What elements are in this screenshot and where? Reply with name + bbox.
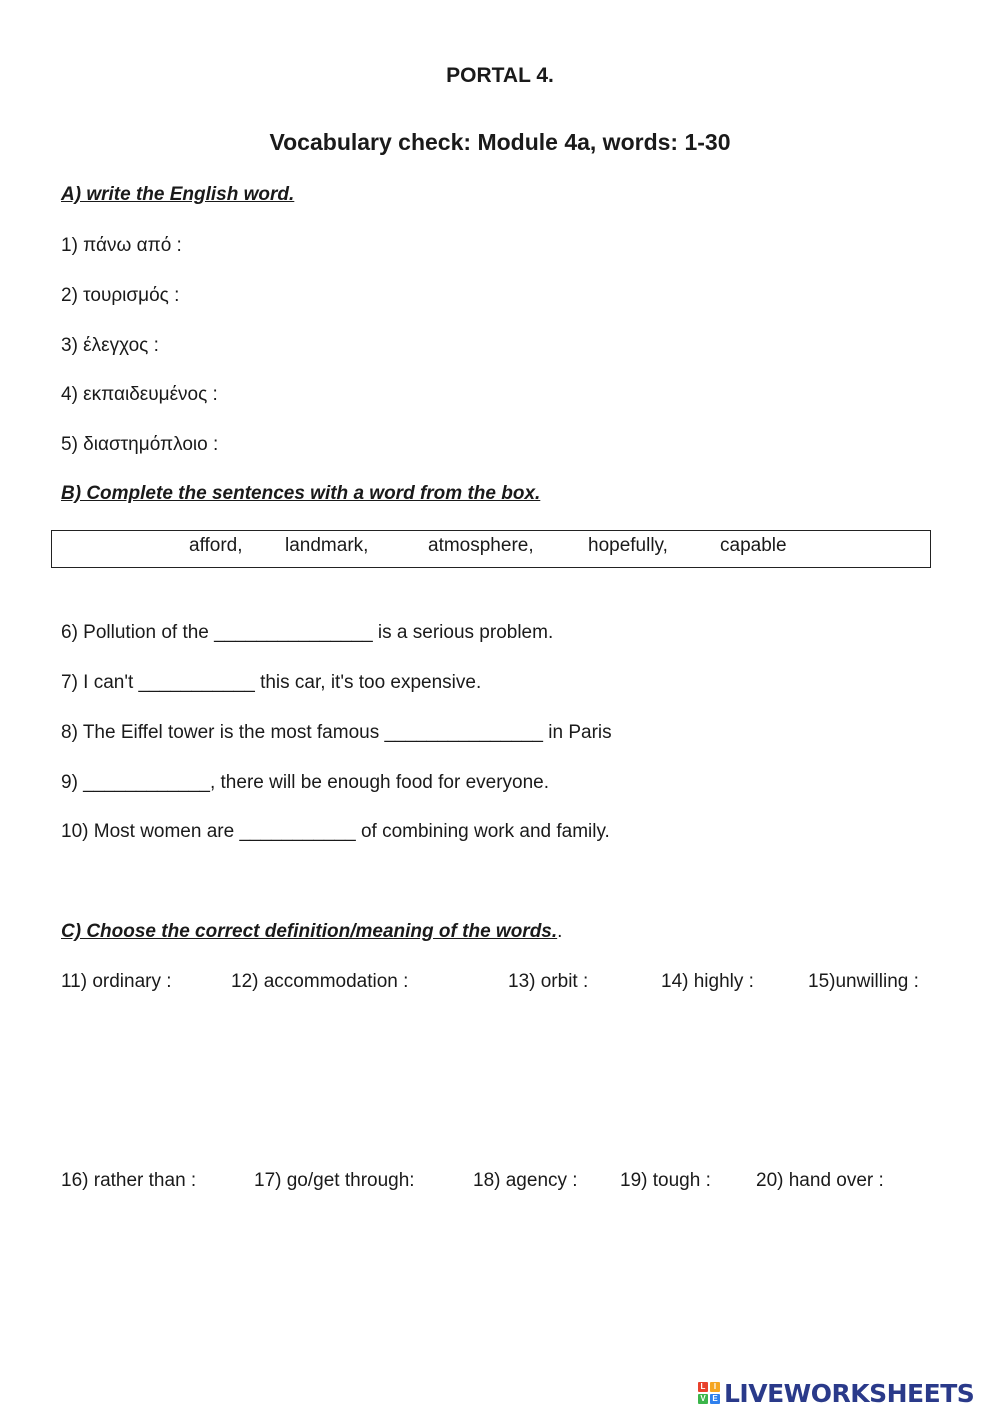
definition-word: 18) agency : xyxy=(473,1170,578,1191)
definition-word: 13) orbit : xyxy=(508,971,589,992)
definition-word: 16) rather than : xyxy=(61,1170,197,1191)
word-box xyxy=(51,530,931,568)
section-a-item: 2) τουρισμός : xyxy=(61,285,180,306)
section-a-heading: A) write the English word. xyxy=(61,184,295,205)
box-word: atmosphere, xyxy=(428,535,534,556)
box-word: capable xyxy=(720,535,787,556)
section-a-item: 3) έλεγχος : xyxy=(61,335,159,356)
logo-mark-icon: L I V E xyxy=(698,1382,720,1404)
sentence: 10) Most women are ___________ of combining work and family. xyxy=(61,821,610,842)
section-c-heading-row xyxy=(61,921,562,943)
sentence: 6) Pollution of the _______________ is a serious problem. xyxy=(61,622,554,643)
section-c-heading: C) Choose the correct definition/meaning of the words. xyxy=(61,921,558,942)
sentence: 9) ____________, there will be enough food for everyone. xyxy=(61,772,550,793)
sentence: 8) The Eiffel tower is the most famous _______________ in Paris xyxy=(61,722,612,743)
definition-word: 12) accommodation : xyxy=(231,971,409,992)
box-word: hopefully, xyxy=(588,535,668,556)
definition-word: 17) go/get through: xyxy=(254,1170,415,1191)
definition-word: 15)unwilling : xyxy=(808,971,919,992)
section-a-item: 5) διαστημόπλοιο : xyxy=(61,434,219,455)
section-b-heading: B) Complete the sentences with a word from the box. xyxy=(61,483,541,504)
page-title: PORTAL 4. xyxy=(446,64,554,87)
section-c-heading-suffix: . xyxy=(557,921,563,942)
sentence: 7) I can't ___________ this car, it's too expensive. xyxy=(61,672,482,693)
box-word: landmark, xyxy=(285,535,369,556)
brand-name: LIVEWORKSHEETS xyxy=(724,1378,975,1408)
section-a-item: 4) εκπαιδευμένος : xyxy=(61,384,218,405)
definition-word: 14) highly : xyxy=(661,971,754,992)
box-word: afford, xyxy=(189,535,243,556)
liveworksheets-logo[interactable] xyxy=(698,1376,974,1410)
page-subtitle: Vocabulary check: Module 4a, words: 1-30 xyxy=(269,129,731,155)
definition-word: 20) hand over : xyxy=(756,1170,884,1191)
section-a-item: 1) πάνω από : xyxy=(61,235,182,256)
definition-word: 11) ordinary : xyxy=(61,971,172,992)
definition-word: 19) tough : xyxy=(620,1170,711,1191)
